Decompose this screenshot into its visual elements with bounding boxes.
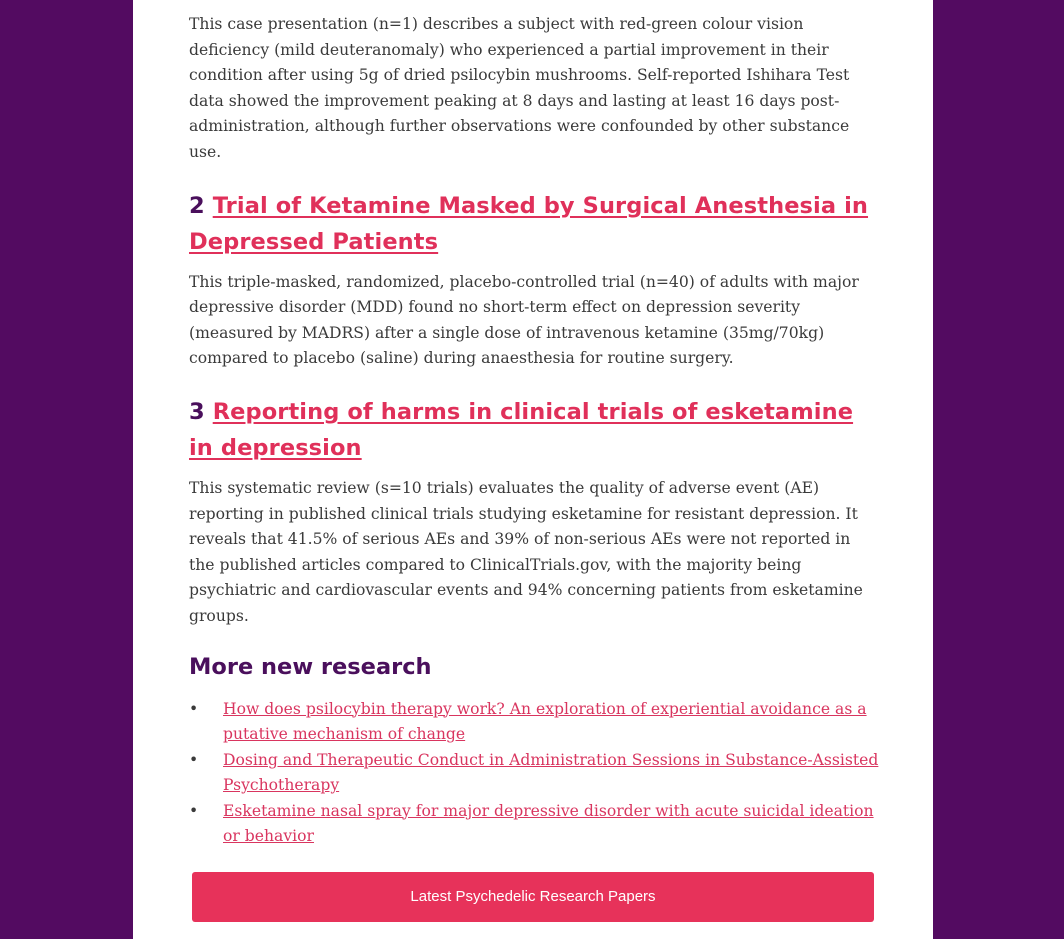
more-research-list <box>189 697 879 850</box>
research-item-2-heading <box>189 188 879 260</box>
bullet-icon: • <box>189 801 199 820</box>
list-item <box>189 799 879 850</box>
research-item-number: 2 <box>189 192 205 219</box>
intro-summary: This case presentation (n=1) describes a subject with red-green colour vision deficiency (mild deuteranomaly) who experienced a partial improvement in their condition after using 5g of dried psilocybin mushrooms. Self-reported Ishihara Test data showed the improvement peaking at 8 days and lasting at least 16 days post-administration, although further observations were confounded by other substance use. <box>189 15 850 161</box>
newsletter-content <box>189 12 879 850</box>
research-item-3-summary: This systematic review (s=10 trials) evaluates the quality of adverse event (AE) reporting in published clinical trials studying esketamine for resistant depression. It reveals that 41.5% of serious AEs and 39% of non-serious AEs were not reported in the published articles compared to ClinicalTrials.gov, with the majority being psychiatric and cardiovascular events and 94% concerning patients from esketamine groups. <box>189 478 863 625</box>
research-item-2-summary: This triple-masked, randomized, placebo-controlled trial (n=40) of adults with major depressive disorder (MDD) found no short-term effect on depression severity (measured by MADRS) after a single dose of intravenous ketamine (35mg/70kg) compared to placebo (saline) during anaesthesia for routine surgery. <box>189 272 859 368</box>
more-research-heading: More new research <box>189 653 432 680</box>
latest-research-papers-button[interactable]: Latest Psychedelic Research Papers <box>192 872 874 922</box>
list-item <box>189 697 879 748</box>
research-item-number: 3 <box>189 398 205 425</box>
research-item-3-heading <box>189 394 879 466</box>
research-item-3-title-link[interactable]: Reporting of harms in clinical trials of esketamine in depression <box>189 398 854 461</box>
more-research-link-2[interactable]: Dosing and Therapeutic Conduct in Administration Sessions in Substance-Assisted Psychotherapy <box>223 750 879 794</box>
more-research-link-3[interactable]: Esketamine nasal spray for major depressive disorder with acute suicidal ideation or behavior <box>223 801 874 845</box>
more-research-link-1[interactable]: How does psilocybin therapy work? An exploration of experiential avoidance as a putative mechanism of change <box>223 699 867 743</box>
list-item <box>189 748 879 799</box>
bullet-icon: • <box>189 750 199 769</box>
newsletter-page <box>133 0 933 939</box>
research-item-2-title-link[interactable]: Trial of Ketamine Masked by Surgical Anesthesia in Depressed Patients <box>189 192 869 255</box>
bullet-icon: • <box>189 699 199 718</box>
